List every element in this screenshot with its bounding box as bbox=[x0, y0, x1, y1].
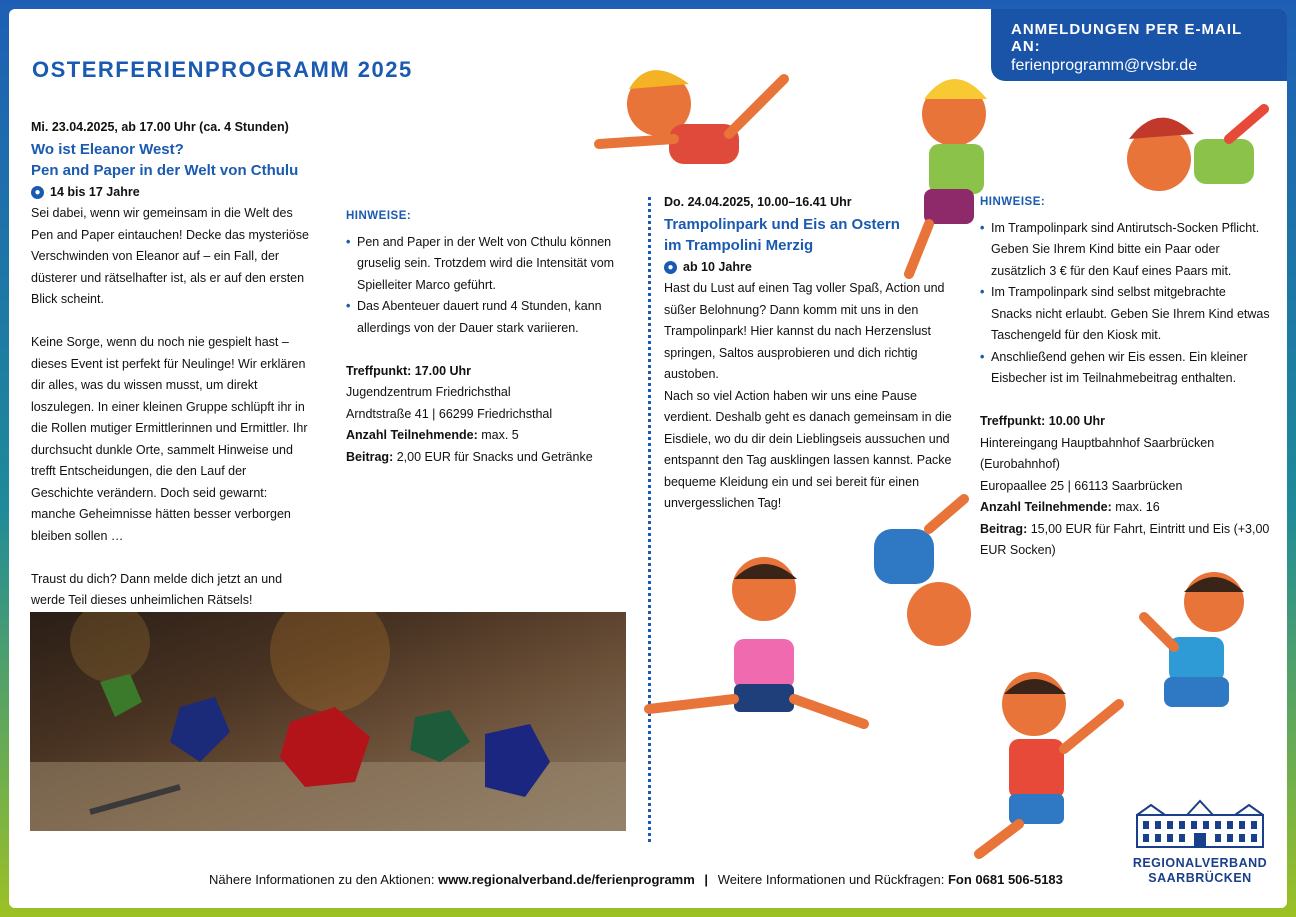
flipping-kid-illustration bbox=[1089, 79, 1279, 219]
registration-email-address[interactable]: ferienprogramm@rvsbr.de bbox=[1011, 57, 1198, 74]
event1-fee-label: Beitrag: bbox=[346, 449, 394, 464]
footer-contact-label: Weitere Informationen und Rückfragen: bbox=[717, 872, 945, 887]
person-icon: ● bbox=[664, 261, 677, 274]
jumping-boy-illustration bbox=[639, 549, 889, 749]
email-box-title: ANMELDUNGEN PER E-MAIL AN: bbox=[1011, 21, 1242, 55]
event1-paragraph-1: Sei dabei, wenn wir gemeinsam in die Welt des Pen and Paper eintauchen! Decke das mysteriöse Verschwinden von Eleanor auf – ein Fall, der düsterer und rätselhafter ist, als er auf den ersten Blick scheint. bbox=[31, 206, 309, 306]
event2-hint-item: • Im Trampolinpark sind selbst mitgebrachte Snacks nicht erlaubt. Geben Sie Ihrem Kind etwas Taschengeld für den Kiosk mit. bbox=[980, 282, 1270, 347]
event1-hints bbox=[346, 206, 626, 468]
event1-paragraph-3: Traust du dich? Dann melde dich jetzt an und werde Teil dieses unheimlichen Rätsels! bbox=[31, 571, 283, 607]
footer-separator: | bbox=[704, 872, 709, 887]
event1-meeting-address: Arndtstraße 41 | 66299 Friedrichsthal bbox=[346, 406, 553, 421]
regionalverband-logo bbox=[1129, 799, 1271, 886]
footer-info-url[interactable]: www.regionalverband.de/ferienprogramm bbox=[438, 872, 695, 887]
event1-meeting-time: 17.00 Uhr bbox=[414, 363, 472, 378]
event2-meeting bbox=[980, 411, 1270, 433]
event1-participants-label: Anzahl Teilnehmende: bbox=[346, 428, 478, 442]
jumping-kid-illustration bbox=[579, 44, 809, 194]
event2-hints-title: HINWEISE: bbox=[980, 196, 1046, 208]
flyer-page bbox=[9, 9, 1287, 908]
event2-meeting-place: Hintereingang Hauptbahnhof Saarbrücken (Eurobahnhof) bbox=[980, 435, 1215, 471]
event2-paragraph-2: Nach so viel Action haben wir uns eine Pause verdient. Deshalb geht es danach gemeinsam in die Eisdiele, wo du dir dein Lieblingseis aussuchen und entspannt den Tag ausklingen lassen kannst. Packe bequeme Kleidung ein und sei bereit für einen unvergesslichen Tag! bbox=[664, 388, 952, 510]
event2-participants-label: Anzahl Teilnehmende: bbox=[980, 500, 1112, 514]
event1-description bbox=[31, 117, 311, 612]
event1-participants-value: max. 5 bbox=[481, 428, 519, 442]
event1-meeting bbox=[346, 361, 626, 383]
event2-hint-item: • Im Trampolinpark sind Antirutsch-Socken Pflicht. Geben Sie Ihrem Kind bitte ein Paar oder zusätzlich 3 € für den Kauf eines Paars mit. bbox=[980, 218, 1270, 283]
crouching-boy-illustration bbox=[1134, 557, 1274, 742]
event2-paragraph-1: Hast du Lust auf einen Tag voller Spaß, Action und süßer Belohnung? Dann komm mit uns in den Trampolinpark! Hier kannst du nach Herzenslust springen, Saltos ausprobieren und dich richtig austoben. bbox=[664, 281, 945, 381]
logo-text-line1: REGIONALVERBAND bbox=[1132, 856, 1268, 870]
footer-info-label: Nähere Informationen zu den Aktionen: bbox=[209, 872, 435, 887]
event1-paragraph-2: Keine Sorge, wenn du noch nie gespielt hast – dieses Event ist perfekt für Neulinge! Wir erklären dir alles, was du wissen musst, um direkt loszulegen. In einer kleinen Gruppe schlüpft ihr in die Rollen mutiger Ermittlerinnen und Ermittler. Ihr durchsucht dunkle Orte, sammelt Hinweise und trefft Entscheidungen, die den Lauf der Geschichte verändern. Doch seid gewarnt: manche Geheimnisse hätten besser verborgen bleiben sollen … bbox=[31, 335, 308, 543]
event1-age-text: 14 bis 17 Jahre bbox=[50, 184, 140, 199]
footer-contact-phone[interactable]: Fon 0681 506-5183 bbox=[947, 872, 1063, 887]
event1-meeting-place: Jugendzentrum Friedrichsthal bbox=[346, 385, 511, 399]
event2-fee-label: Beitrag: bbox=[980, 521, 1028, 536]
event2-age-text: ab 10 Jahre bbox=[683, 259, 752, 274]
event2-participants-value: max. 16 bbox=[1115, 500, 1160, 514]
person-icon: ● bbox=[31, 186, 44, 199]
event2-participants bbox=[980, 497, 1270, 519]
event1-fee-value: 2,00 EUR für Snacks und Getränke bbox=[396, 449, 593, 464]
event2-date: Do. 24.04.2025, 10.00–16.41 Uhr bbox=[664, 195, 852, 209]
event2-fee-value: 15,00 EUR für Fahrt, Eintritt und Eis (+3,00 EUR Socken) bbox=[980, 521, 1270, 557]
event1-date: Mi. 23.04.2025, ab 17.00 Uhr (ca. 4 Stunden) bbox=[31, 120, 289, 134]
event2-meeting-address: Europaallee 25 | 66113 Saarbrücken bbox=[980, 478, 1183, 493]
footer bbox=[209, 872, 1063, 887]
dice-photo bbox=[30, 612, 626, 831]
event2-title-line2: im Trampolini Merzig bbox=[664, 237, 814, 254]
page-title: OSTERFERIENPROGRAMM 2025 bbox=[32, 57, 413, 82]
event2-title-line1: Trampolinpark und Eis an Ostern bbox=[664, 215, 900, 233]
event2-meeting-label: Treffpunkt: bbox=[980, 414, 1046, 428]
running-girl-illustration bbox=[954, 649, 1129, 864]
event1-participants bbox=[346, 425, 626, 447]
event1-hint-item: • Das Abenteuer dauert rund 4 Stunden, kann allerdings von der Dauer stark variieren. bbox=[346, 296, 626, 339]
building-logo-icon bbox=[1131, 799, 1269, 851]
event1-title-line2: Pen and Paper in der Welt von Cthulu bbox=[31, 162, 299, 179]
logo-text-line2: SAARBRÜCKEN bbox=[1148, 871, 1252, 885]
somersault-kid-illustration bbox=[859, 489, 989, 664]
event2-hints bbox=[980, 192, 1270, 562]
event1-meeting-label: Treffpunkt: bbox=[346, 363, 412, 378]
event1-fee bbox=[346, 447, 626, 469]
event2-meeting-time: 10.00 Uhr bbox=[1048, 414, 1106, 428]
event1-hint-item: • Pen and Paper in der Welt von Cthulu können gruselig sein. Trotzdem wird die Intensität vom Spielleiter Marco geführt. bbox=[346, 232, 626, 297]
event1-hints-title: HINWEISE: bbox=[346, 210, 412, 222]
registration-email-box bbox=[991, 9, 1287, 81]
event2-fee bbox=[980, 519, 1270, 562]
event2-hint-item: • Anschließend gehen wir Eis essen. Ein kleiner Eisbecher ist im Teilnahmebeitrag enthalten. bbox=[980, 347, 1270, 390]
jumping-girl-illustration bbox=[869, 19, 1019, 289]
event1-age bbox=[31, 182, 311, 204]
event1-title-line1: Wo ist Eleanor West? bbox=[31, 140, 184, 158]
